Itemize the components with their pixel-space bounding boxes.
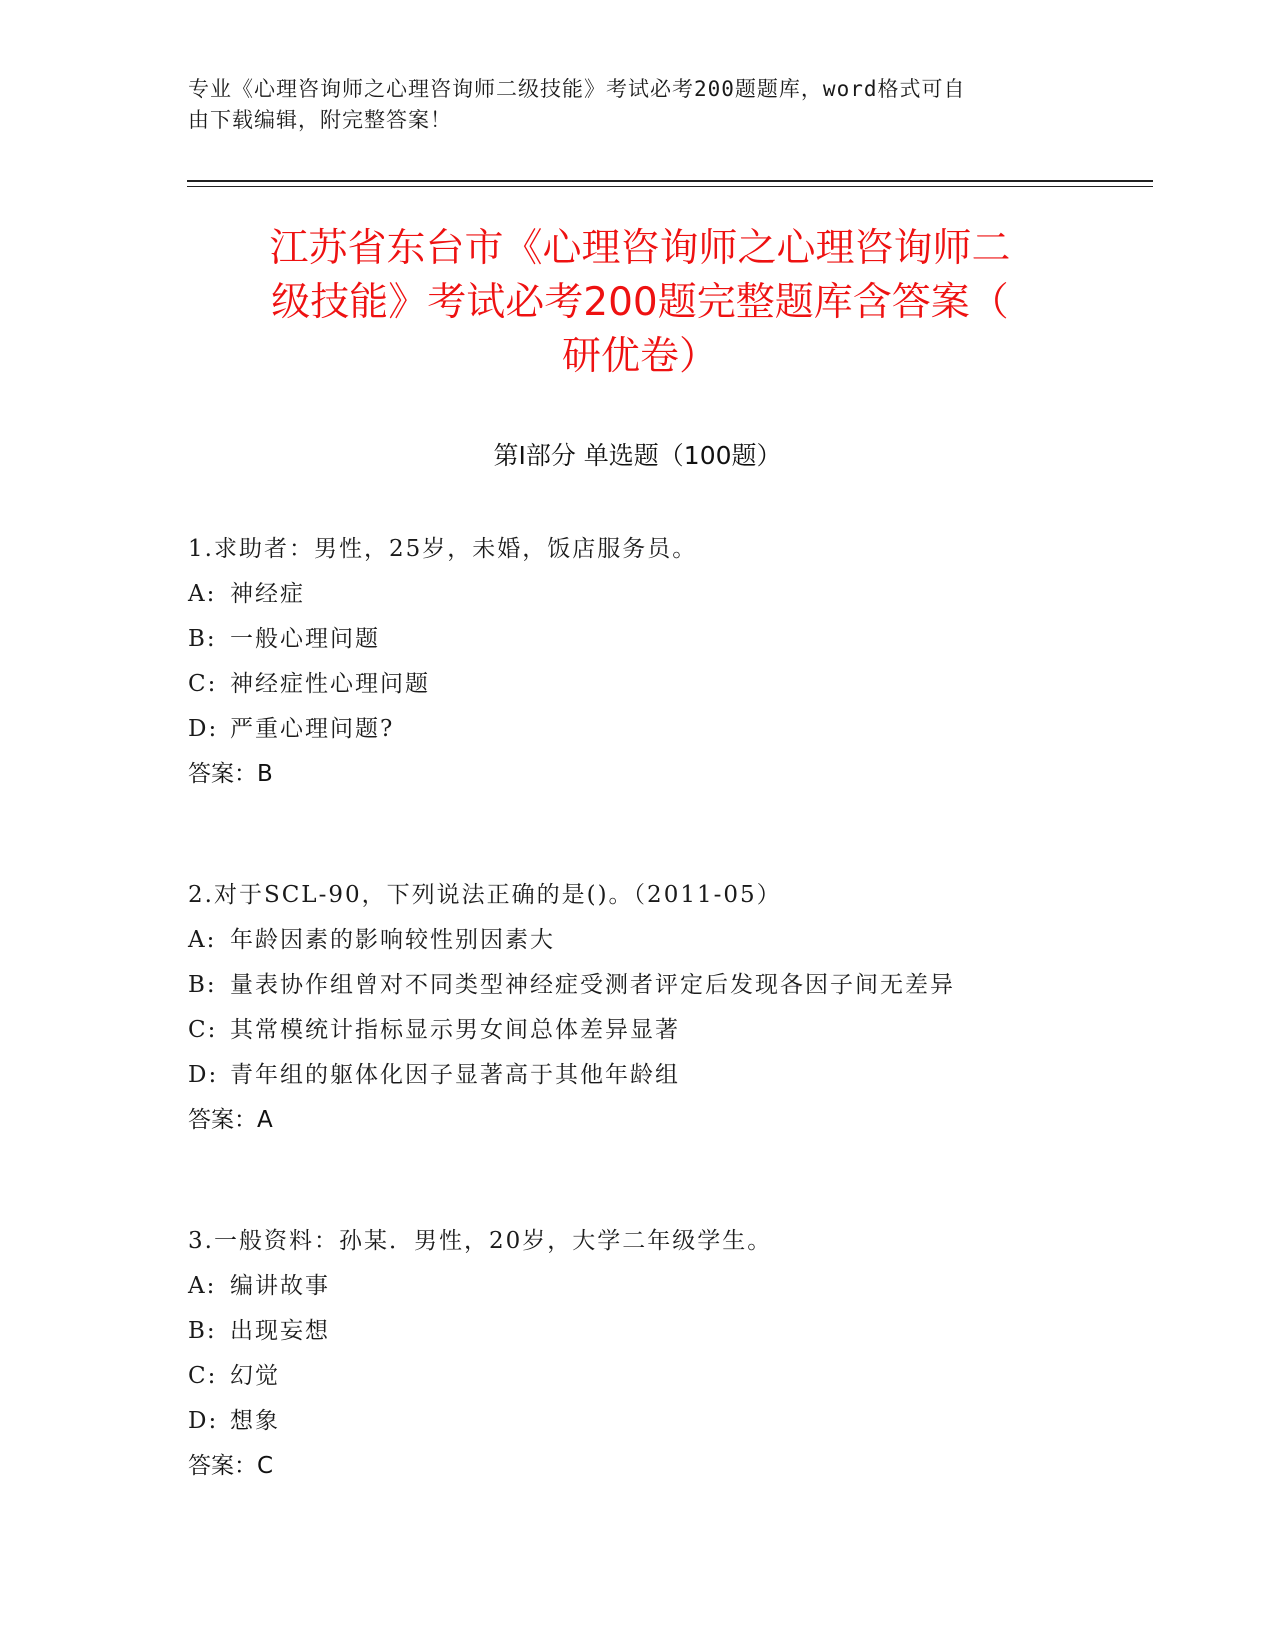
option-label: D: <box>188 716 219 742</box>
option-text: 出现妄想 <box>230 1318 330 1344</box>
question-stem: 3.一般资料：孙某．男性，20岁，大学二年级学生。 <box>188 1228 773 1254</box>
option-b <box>188 963 1088 1008</box>
option-text: 神经症性心理问题 <box>230 671 430 697</box>
answer-line: 答案：A <box>188 1107 273 1133</box>
option-c <box>188 662 1088 707</box>
option-label: B: <box>188 1318 217 1344</box>
answer-line: 答案：B <box>188 761 273 787</box>
option-text: 年龄因素的影响较性别因素大 <box>230 927 555 953</box>
option-label: D: <box>188 1062 219 1088</box>
header-note-line-1: 专业《心理咨询师之心理咨询师二级技能》考试必考200题题库，word格式可自 <box>188 77 966 101</box>
option-c <box>188 1008 1088 1053</box>
question-3 <box>188 1219 1088 1489</box>
question-list <box>188 527 1088 1489</box>
option-text: 编讲故事 <box>230 1273 330 1299</box>
option-text: 一般心理问题 <box>230 626 380 652</box>
title-line-3: 研优卷） <box>561 334 718 379</box>
header-note <box>188 74 1068 136</box>
option-text: 其常模统计指标显示男女间总体差异显著 <box>230 1017 680 1043</box>
section-title: 第Ⅰ部分 单选题（100题） <box>493 441 782 470</box>
title-line-1: 江苏省东台市《心理咨询师之心理咨询师二 <box>269 226 1011 271</box>
option-label: A: <box>188 581 217 607</box>
question-stem: 1.求助者：男性，25岁，未婚，饭店服务员。 <box>188 536 698 562</box>
header-rule-thick <box>187 180 1153 182</box>
header-note-line-2: 由下载编辑，附完整答案！ <box>188 108 452 132</box>
option-label: A: <box>188 1273 217 1299</box>
option-b <box>188 1309 1088 1354</box>
question-1 <box>188 527 1088 797</box>
option-d <box>188 707 1088 752</box>
option-text: 神经症 <box>230 581 305 607</box>
option-label: D: <box>188 1408 219 1434</box>
option-label: C: <box>188 671 218 697</box>
option-a <box>188 918 1088 963</box>
header-rule-thin <box>187 186 1153 187</box>
option-c <box>188 1354 1088 1399</box>
option-d <box>188 1053 1088 1098</box>
option-label: C: <box>188 1363 218 1389</box>
question-spacer <box>188 1143 1088 1219</box>
option-label: B: <box>188 972 217 998</box>
answer-line: 答案：C <box>188 1453 274 1479</box>
option-text: 青年组的躯体化因子显著高于其他年龄组 <box>230 1062 680 1088</box>
document-title <box>190 222 1090 384</box>
option-a <box>188 1264 1088 1309</box>
title-line-2: 级技能》考试必考200题完整题库含答案（ <box>271 280 1009 325</box>
option-label: B: <box>188 626 217 652</box>
question-2 <box>188 873 1088 1143</box>
option-label: A: <box>188 927 217 953</box>
option-label: C: <box>188 1017 218 1043</box>
option-b <box>188 617 1088 662</box>
option-a <box>188 572 1088 617</box>
option-text: 幻觉 <box>230 1363 280 1389</box>
option-text: 量表协作组曾对不同类型神经症受测者评定后发现各因子间无差异 <box>230 972 955 998</box>
option-text: 想象 <box>230 1408 280 1434</box>
option-text: 严重心理问题? <box>230 716 395 742</box>
question-stem: 2.对于SCL-90，下列说法正确的是()。（2011-05） <box>188 882 782 908</box>
question-spacer <box>188 797 1088 873</box>
option-d <box>188 1399 1088 1444</box>
